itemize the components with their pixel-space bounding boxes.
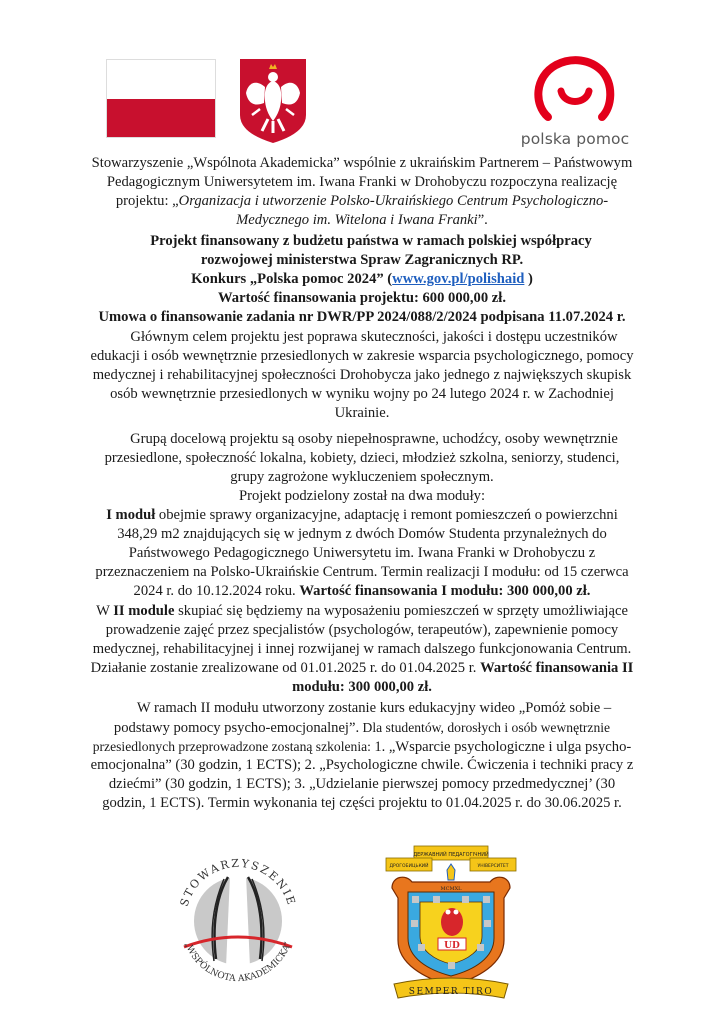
course-line: dziećmi” (30 godzin, 1 ECTS); 3. „Udzielanie pierwszej pomocy przedmedycznej’ (30 bbox=[108, 776, 616, 792]
svg-text:УНІВЕРСИТЕТ: УНІВЕРСИТЕТ bbox=[477, 864, 509, 869]
course-line: emocjonalna” (30 godzin, 1 ECTS); 2. „Psychologiczne chwile. Ćwiczenia i techniki pracy z bbox=[90, 757, 634, 773]
polishaid-link[interactable]: www.gov.pl/polishaid bbox=[392, 271, 525, 287]
svg-text:„WSPÓLNOTA AKADEMICKA”: „WSPÓLNOTA AKADEMICKA” bbox=[182, 940, 294, 985]
module2-value: modułu: 300 000,00 zł. bbox=[292, 679, 432, 695]
svg-text:SEMPER TIRO: SEMPER TIRO bbox=[408, 987, 494, 997]
polska-pomoc-text: polska pomoc bbox=[520, 130, 630, 148]
goal-line: osób wewnętrznie przesiedlonych w wyniku wojny po 24 lutego 2024 r. w Zachodniej bbox=[110, 386, 614, 402]
module1-text: 2024 r. do 10.12.2024 roku. bbox=[133, 583, 300, 599]
module2-value: Wartość finansowania II bbox=[480, 660, 634, 676]
course-text: podstawy pomocy psycho-emocjonalnej”. bbox=[113, 720, 360, 736]
contest-line bbox=[0, 270, 724, 289]
funding-line: Projekt finansowany z budżetu państwa w ramach polskiej współpracy bbox=[150, 233, 592, 249]
project-title: Medycznego im. Witelona i Iwana Franki bbox=[236, 212, 478, 228]
polish-coat-of-arms-icon bbox=[238, 57, 308, 145]
footer-logos bbox=[0, 835, 724, 1024]
module1-line: 348,29 m2 znajdujących się w jednym z dwóch Domów Studenta przynależnych do bbox=[117, 526, 607, 542]
course-line: godzin, 1 ECTS). Termin wykonania tej części projektu to 01.04.2025 r. do 30.06.2025 r. bbox=[102, 795, 622, 811]
target-group-line: przesiedlone, społeczność lokalna, kobiety, dzieci, młodzież szkolna, seniorzy, studenci, bbox=[104, 450, 620, 466]
svg-text:ДЕРЖАВНИЙ ПЕДАГОГІЧНИЙ: ДЕРЖАВНИЙ ПЕДАГОГІЧНИЙ bbox=[413, 852, 489, 858]
module2-line: prowadzenie zajęć przez specjalistów (psychologów, terapeutów), zapewnienie pomocy bbox=[105, 622, 619, 638]
module2-line: medycznej, rehabilitacyjnej i innej rozwijanej w ramach dalszego funkcjonowania Centrum. bbox=[92, 641, 632, 657]
polska-pomoc-icon bbox=[516, 55, 634, 125]
module1-line bbox=[0, 506, 724, 525]
course-text-small: Dla studentów, dorosłych i osób wewnętrznie bbox=[359, 720, 611, 735]
course-line bbox=[0, 737, 724, 757]
goal-line: edukacji i osób wewnętrznie przesiedlonych w zakresie wsparcia psychologicznego, pomocy bbox=[90, 348, 634, 364]
svg-text:MCMXL: MCMXL bbox=[440, 886, 462, 892]
course-text: 1. „Wsparcie psychologiczne i ulga psycho- bbox=[374, 739, 632, 755]
modules-intro: Projekt podzielony został na dwa moduły: bbox=[238, 488, 486, 504]
intro-line bbox=[0, 211, 724, 230]
contest-text: Konkurs „Polska pomoc 2024” ( bbox=[191, 271, 393, 287]
target-group-line: Grupą docelową projektu są osoby niepełnosprawne, uchodźcy, osoby wewnętrznie bbox=[130, 431, 618, 447]
module2-line bbox=[0, 659, 724, 678]
module1-line bbox=[0, 582, 724, 601]
target-group-line: grupy zagrożone wykluczeniem społecznym. bbox=[230, 469, 494, 485]
module1-line: Państwowego Pedagogicznego Uniwersytetu im. Iwana Franki w Drohobyczu z bbox=[128, 545, 596, 561]
module2-label: II module bbox=[113, 603, 175, 619]
svg-text:ДРОГОБИЦЬКИЙ: ДРОГОБИЦЬКИЙ bbox=[389, 864, 429, 869]
module2-text: W bbox=[96, 603, 114, 619]
module1-text: obejmie sprawy organizacyjne, adaptację i remont pomieszczeń o powierzchni bbox=[155, 507, 618, 523]
module1-value: Wartość finansowania I modułu: 300 000,00 zł. bbox=[299, 583, 591, 599]
project-value: Wartość finansowania projektu: 600 000,00 zł. bbox=[218, 290, 506, 306]
course-line bbox=[0, 718, 724, 738]
svg-text:UD: UD bbox=[444, 941, 460, 951]
module1-label: I moduł bbox=[106, 507, 156, 523]
project-title: Organizacja i utworzenie Polsko-Ukraińskiego Centrum Psychologiczno- bbox=[178, 193, 609, 209]
intro-text: ”. bbox=[477, 212, 488, 228]
contract-line: Umowa o finansowanie zadania nr DWR/PP 2024/088/2/2024 podpisana 11.07.2024 r. bbox=[98, 309, 626, 325]
header-logos bbox=[0, 0, 724, 150]
stowarzyszenie-logo-icon bbox=[168, 847, 308, 992]
intro-line: Stowarzyszenie „Wspólnota Akademicka” wspólnie z ukraińskim Partnerem – Państwowym bbox=[91, 155, 633, 171]
goal-line: Ukrainie. bbox=[334, 405, 390, 421]
svg-text:STOWARZYSZENIE: STOWARZYSZENIE bbox=[177, 856, 299, 909]
module1-line: przeznaczeniem na Polsko-Ukraińskie Centrum. Termin realizacji I modułu: od 15 czerwca bbox=[95, 564, 629, 580]
contest-text: ) bbox=[524, 271, 533, 287]
course-line: W ramach II modułu utworzony zostanie kurs edukacyjny wideo „Pomóż sobie – bbox=[136, 700, 612, 716]
drohobych-university-crest-icon bbox=[378, 840, 523, 1005]
polish-flag bbox=[106, 59, 216, 138]
intro-text: projektu: „ bbox=[115, 193, 179, 209]
module2-line bbox=[0, 602, 724, 621]
course-text-small: przesiedlonych przeprowadzone zostaną szkolenia: bbox=[92, 739, 375, 754]
module2-text: Działanie zostanie zrealizowane od 01.01.2025 r. do 01.04.2025 r. bbox=[90, 660, 481, 676]
goal-line: medycznej i rehabilitacyjnej społeczności Drohobycza jako jednego z największych skupisk bbox=[92, 367, 632, 383]
intro-line: Pedagogicznym Uniwersytetem im. Iwana Franki w Drohobyczu rozpoczyna realizację bbox=[106, 174, 618, 190]
goal-line: Głównym celem projektu jest poprawa skuteczności, jakości i dostępu uczestników bbox=[130, 329, 618, 345]
module2-text: skupiać się będziemy na wyposażeniu pomieszczeń w sprzęty umożliwiające bbox=[174, 603, 628, 619]
intro-line bbox=[0, 192, 724, 211]
polska-pomoc-logo bbox=[516, 55, 634, 160]
funding-line: rozwojowej ministerstwa Spraw Zagranicznych RP. bbox=[200, 252, 524, 268]
